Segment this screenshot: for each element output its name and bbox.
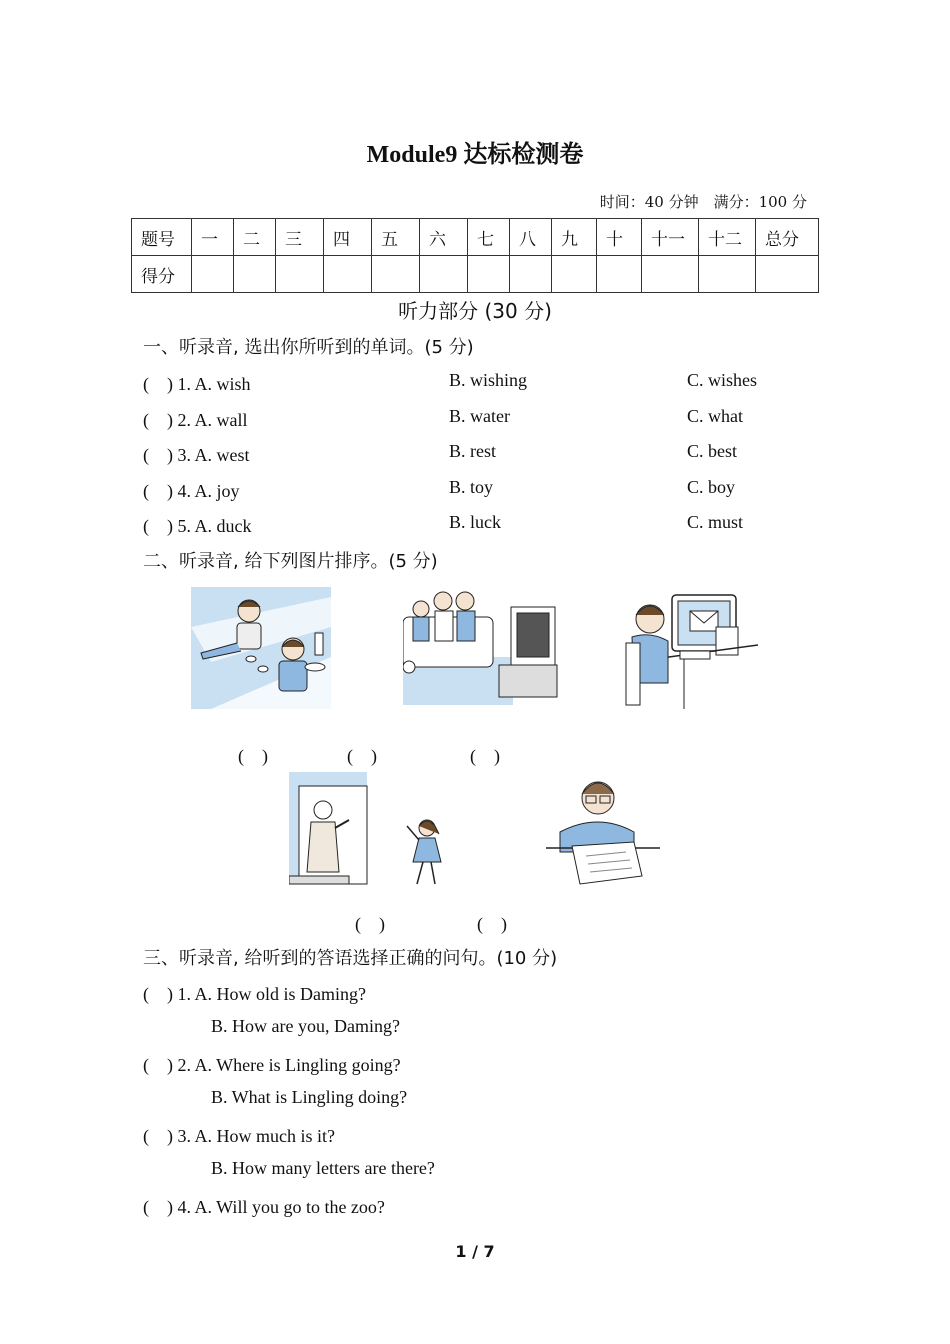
q5-option-a: ( ) 5. A. duck [143,516,252,536]
q4-option-a: ( ) 4. A. joy [143,481,240,501]
picnic-boys-picture [191,587,331,709]
score-cell: 二 [234,219,276,256]
score-label: 得分 [132,256,192,293]
s3-q3-option-a: ( ) 3. A. How much is it? [143,1126,335,1146]
boy-computer-picture [624,587,758,709]
score-input[interactable] [552,256,597,293]
q3-option-a: ( ) 3. A. west [143,445,250,465]
listening-header: 听力部分 (30 分) [398,299,552,323]
q4-option-b: B. toy [449,477,494,497]
q1-option-c: C. wishes [687,370,758,390]
score-input[interactable] [234,256,276,293]
score-cell: 五 [372,219,420,256]
score-input[interactable] [420,256,468,293]
score-cell: 总分 [756,219,819,256]
q2-option-a: ( ) 2. A. wall [143,410,248,430]
score-cell: 十二 [699,219,756,256]
page-title: Module9 达标检测卷 [366,142,584,168]
picture4-answer-blank[interactable]: ( ) [355,914,385,934]
man-writing-picture [546,772,662,890]
s3-q4-option-a: ( ) 4. A. Will you go to the zoo? [143,1197,385,1217]
score-input[interactable] [324,256,372,293]
score-input[interactable] [510,256,552,293]
score-table [131,218,819,293]
score-cell: 题号 [132,219,192,256]
score-cell: 八 [510,219,552,256]
s3-q1-option-b: B. How are you, Daming? [211,1016,400,1036]
score-cell: 一 [192,219,234,256]
q2-option-b: B. water [449,406,510,426]
s3-q1-option-a: ( ) 1. A. How old is Daming? [143,984,366,1004]
score-cell: 十 [597,219,642,256]
score-cell: 十一 [642,219,699,256]
s3-q2-option-b: B. What is Lingling doing? [211,1087,408,1107]
q2-option-c: C. what [687,406,743,426]
s3-q3-option-b: B. How many letters are there? [211,1158,435,1178]
grandma-girl-picture [289,772,449,890]
score-cell: 六 [420,219,468,256]
q4-option-c: C. boy [687,477,736,497]
score-input[interactable] [597,256,642,293]
section2-heading: 二、听录音, 给下列图片排序。(5 分) [143,551,438,572]
score-header-row [132,219,819,256]
score-cell: 四 [324,219,372,256]
picture5-answer-blank[interactable]: ( ) [477,914,507,934]
score-input[interactable] [372,256,420,293]
q5-option-b: B. luck [449,512,501,532]
exam-meta: 时间：40 分钟 满分：100 分 [599,193,807,211]
section3-heading: 三、听录音, 给听到的答语选择正确的问句。(10 分) [143,948,558,969]
q1-option-b: B. wishing [449,370,528,390]
score-cell: 九 [552,219,597,256]
score-cell: 三 [276,219,324,256]
s3-q2-option-a: ( ) 2. A. Where is Lingling going? [143,1055,401,1075]
score-input[interactable] [642,256,699,293]
q5-option-c: C. must [687,512,744,532]
q3-option-c: C. best [687,441,738,461]
score-input[interactable] [276,256,324,293]
q3-option-b: B. rest [449,441,496,461]
score-input[interactable] [699,256,756,293]
section1-heading: 一、听录音, 选出你所听到的单词。(5 分) [143,337,474,358]
picture2-answer-blank[interactable]: ( ) [347,746,377,766]
score-input[interactable] [468,256,510,293]
q1-option-a: ( ) 1. A. wish [143,374,251,394]
picture1-answer-blank[interactable]: ( ) [238,746,268,766]
family-tv-picture [403,587,558,705]
score-cell: 七 [468,219,510,256]
score-value-row [132,256,819,293]
score-input[interactable] [756,256,819,293]
page-number: 1 / 7 [455,1242,495,1261]
picture3-answer-blank[interactable]: ( ) [470,746,500,766]
score-input[interactable] [192,256,234,293]
